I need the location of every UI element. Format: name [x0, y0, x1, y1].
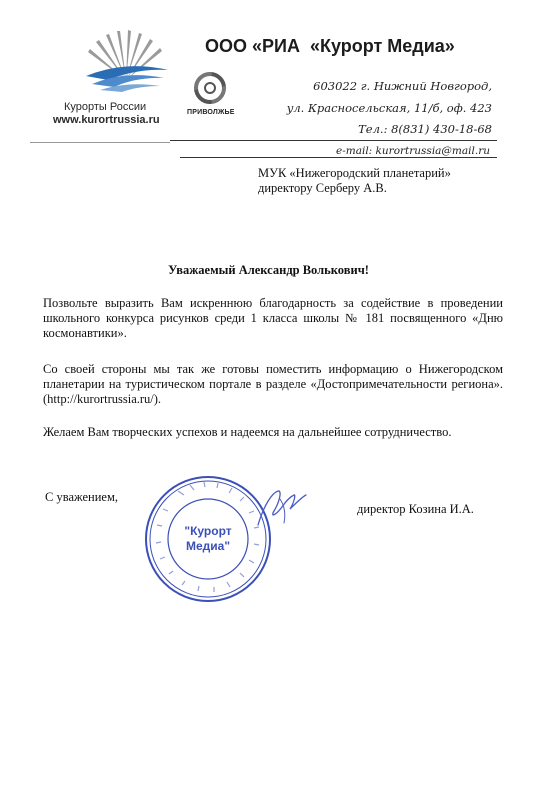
- email: e-mail: kurortrussia@mail.ru: [335, 145, 490, 157]
- handwritten-signature: [250, 485, 310, 530]
- address-line-1: 603022 г. Нижний Новгород,: [313, 79, 492, 93]
- stamp-text-line1: "Курорт: [184, 524, 232, 538]
- stamp-text-line2: Медиа": [185, 539, 231, 553]
- header-divider: [170, 140, 497, 141]
- signer: директор Козина И.А.: [357, 502, 474, 516]
- phone: Тел.: 8(831) 430-18-68: [358, 122, 492, 136]
- closing: С уважением,: [45, 490, 118, 504]
- email-underline: [180, 157, 497, 158]
- brand-name: Курорты России: [64, 101, 147, 113]
- recipient-organization: МУК «Нижегородский планетарий»: [258, 166, 451, 180]
- privolzhe-logo: [192, 70, 228, 106]
- brand-url: www.kurortrussia.ru: [53, 114, 160, 126]
- recipient-person: директору Серберу А.В.: [258, 181, 387, 195]
- company-name: ООО «РИА «Курорт Медиа»: [205, 36, 455, 56]
- header-divider-left: [30, 142, 170, 143]
- paragraph-wishes: Желаем Вам творческих успехов и надеемся на дальнейшее сотрудничество.: [43, 425, 452, 439]
- address-line-2: ул. Красносельская, 11/б, оф. 423: [286, 101, 492, 115]
- greeting: Уважаемый Александр Волькович!: [168, 263, 369, 277]
- privolzhe-name: ПРИВОЛЖЬЕ: [187, 109, 235, 116]
- kurorty-rossii-logo: [78, 30, 174, 92]
- paragraph-gratitude: Позвольте выразить Вам искреннюю благодарность за содействие в проведении школьного конкурса рисунков среди 1 класса школы № 181 посвященного «Дню космонавтики».: [43, 296, 503, 340]
- paragraph-offer: Со своей стороны мы так же готовы поместить информацию о Нижегородском планетарии на туристическом портале в разделе «Достопримечательности региона». (http://kurortrussia.ru/).: [43, 362, 503, 406]
